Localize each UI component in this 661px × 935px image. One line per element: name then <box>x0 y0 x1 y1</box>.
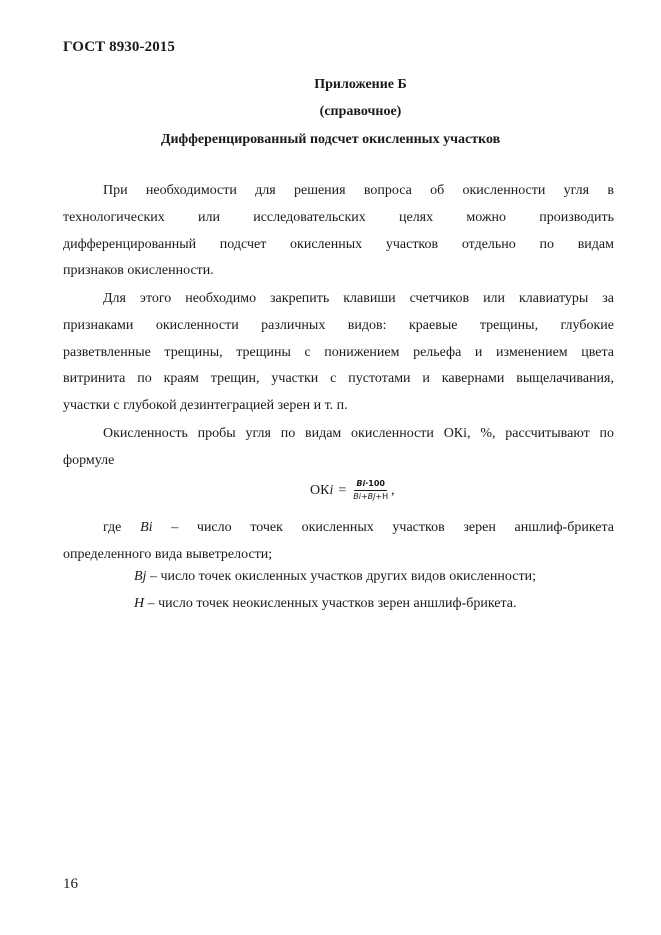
formula-trailing: , <box>391 482 395 498</box>
paragraph-line: формуле <box>63 452 115 468</box>
standard-header: ГОСТ 8930-2015 <box>63 39 176 55</box>
paragraph-3 <box>63 421 614 475</box>
formula-lhs: ОКi <box>310 482 334 498</box>
paragraph-line: дифференцированный подсчет окисленных участков отдельно по видам <box>63 236 614 252</box>
paragraph-line: разветвленные трещины, трещины с понижением рельефа и изменением цвета <box>63 344 614 360</box>
paragraph-line: витринита по краям трещин, участки с пустотами и кавернами выщелачивания, <box>63 371 614 387</box>
paragraph-line: признаками окисленности различных видов: краевые трещины, глубокие <box>63 317 614 333</box>
paragraph-line: признаков окисленности. <box>63 263 214 279</box>
section-title: Дифференцированный подсчет окисленных участков <box>160 132 501 147</box>
paragraph-line: участки с глубокой дезинтеграцией зерен и т. п. <box>63 398 348 414</box>
paragraph-line: Окисленность пробы угля по видам окисленности ОКi, %, рассчитывают по <box>103 426 614 441</box>
page-number: 16 <box>63 876 78 892</box>
paragraph-line: технологических или исследовательских целях можно производить <box>63 209 614 225</box>
paragraph-1 <box>63 178 614 285</box>
where-line-1: где Bi – число точек окисленных участков зерен аншлиф-брикета <box>103 520 615 535</box>
paragraph-line: При необходимости для решения вопроса об окисленности угля в <box>103 183 614 198</box>
h-definition: H – число точек неокисленных участков зерен аншлиф-брикета. <box>134 596 517 611</box>
paragraph-2 <box>63 286 614 420</box>
formula-denominator: Bi+Bj+H <box>353 492 389 501</box>
formula-numerator: Bi·100 <box>354 479 387 491</box>
oxidation-formula <box>310 479 395 502</box>
appendix-title: Приложение Б <box>314 77 407 92</box>
where-line-2: определенного вида выветрелости; <box>63 546 273 562</box>
paragraph-line: Для этого необходимо закрепить клавиши счетчиков или клавиатуры за <box>103 291 614 306</box>
formula-equals: = <box>338 482 347 498</box>
where-block <box>63 515 614 569</box>
formula-fraction <box>351 479 390 502</box>
appendix-subtitle: (справочное) <box>319 104 402 119</box>
bj-definition: Bj – число точек окисленных участков других видов окисленности; <box>134 569 536 584</box>
